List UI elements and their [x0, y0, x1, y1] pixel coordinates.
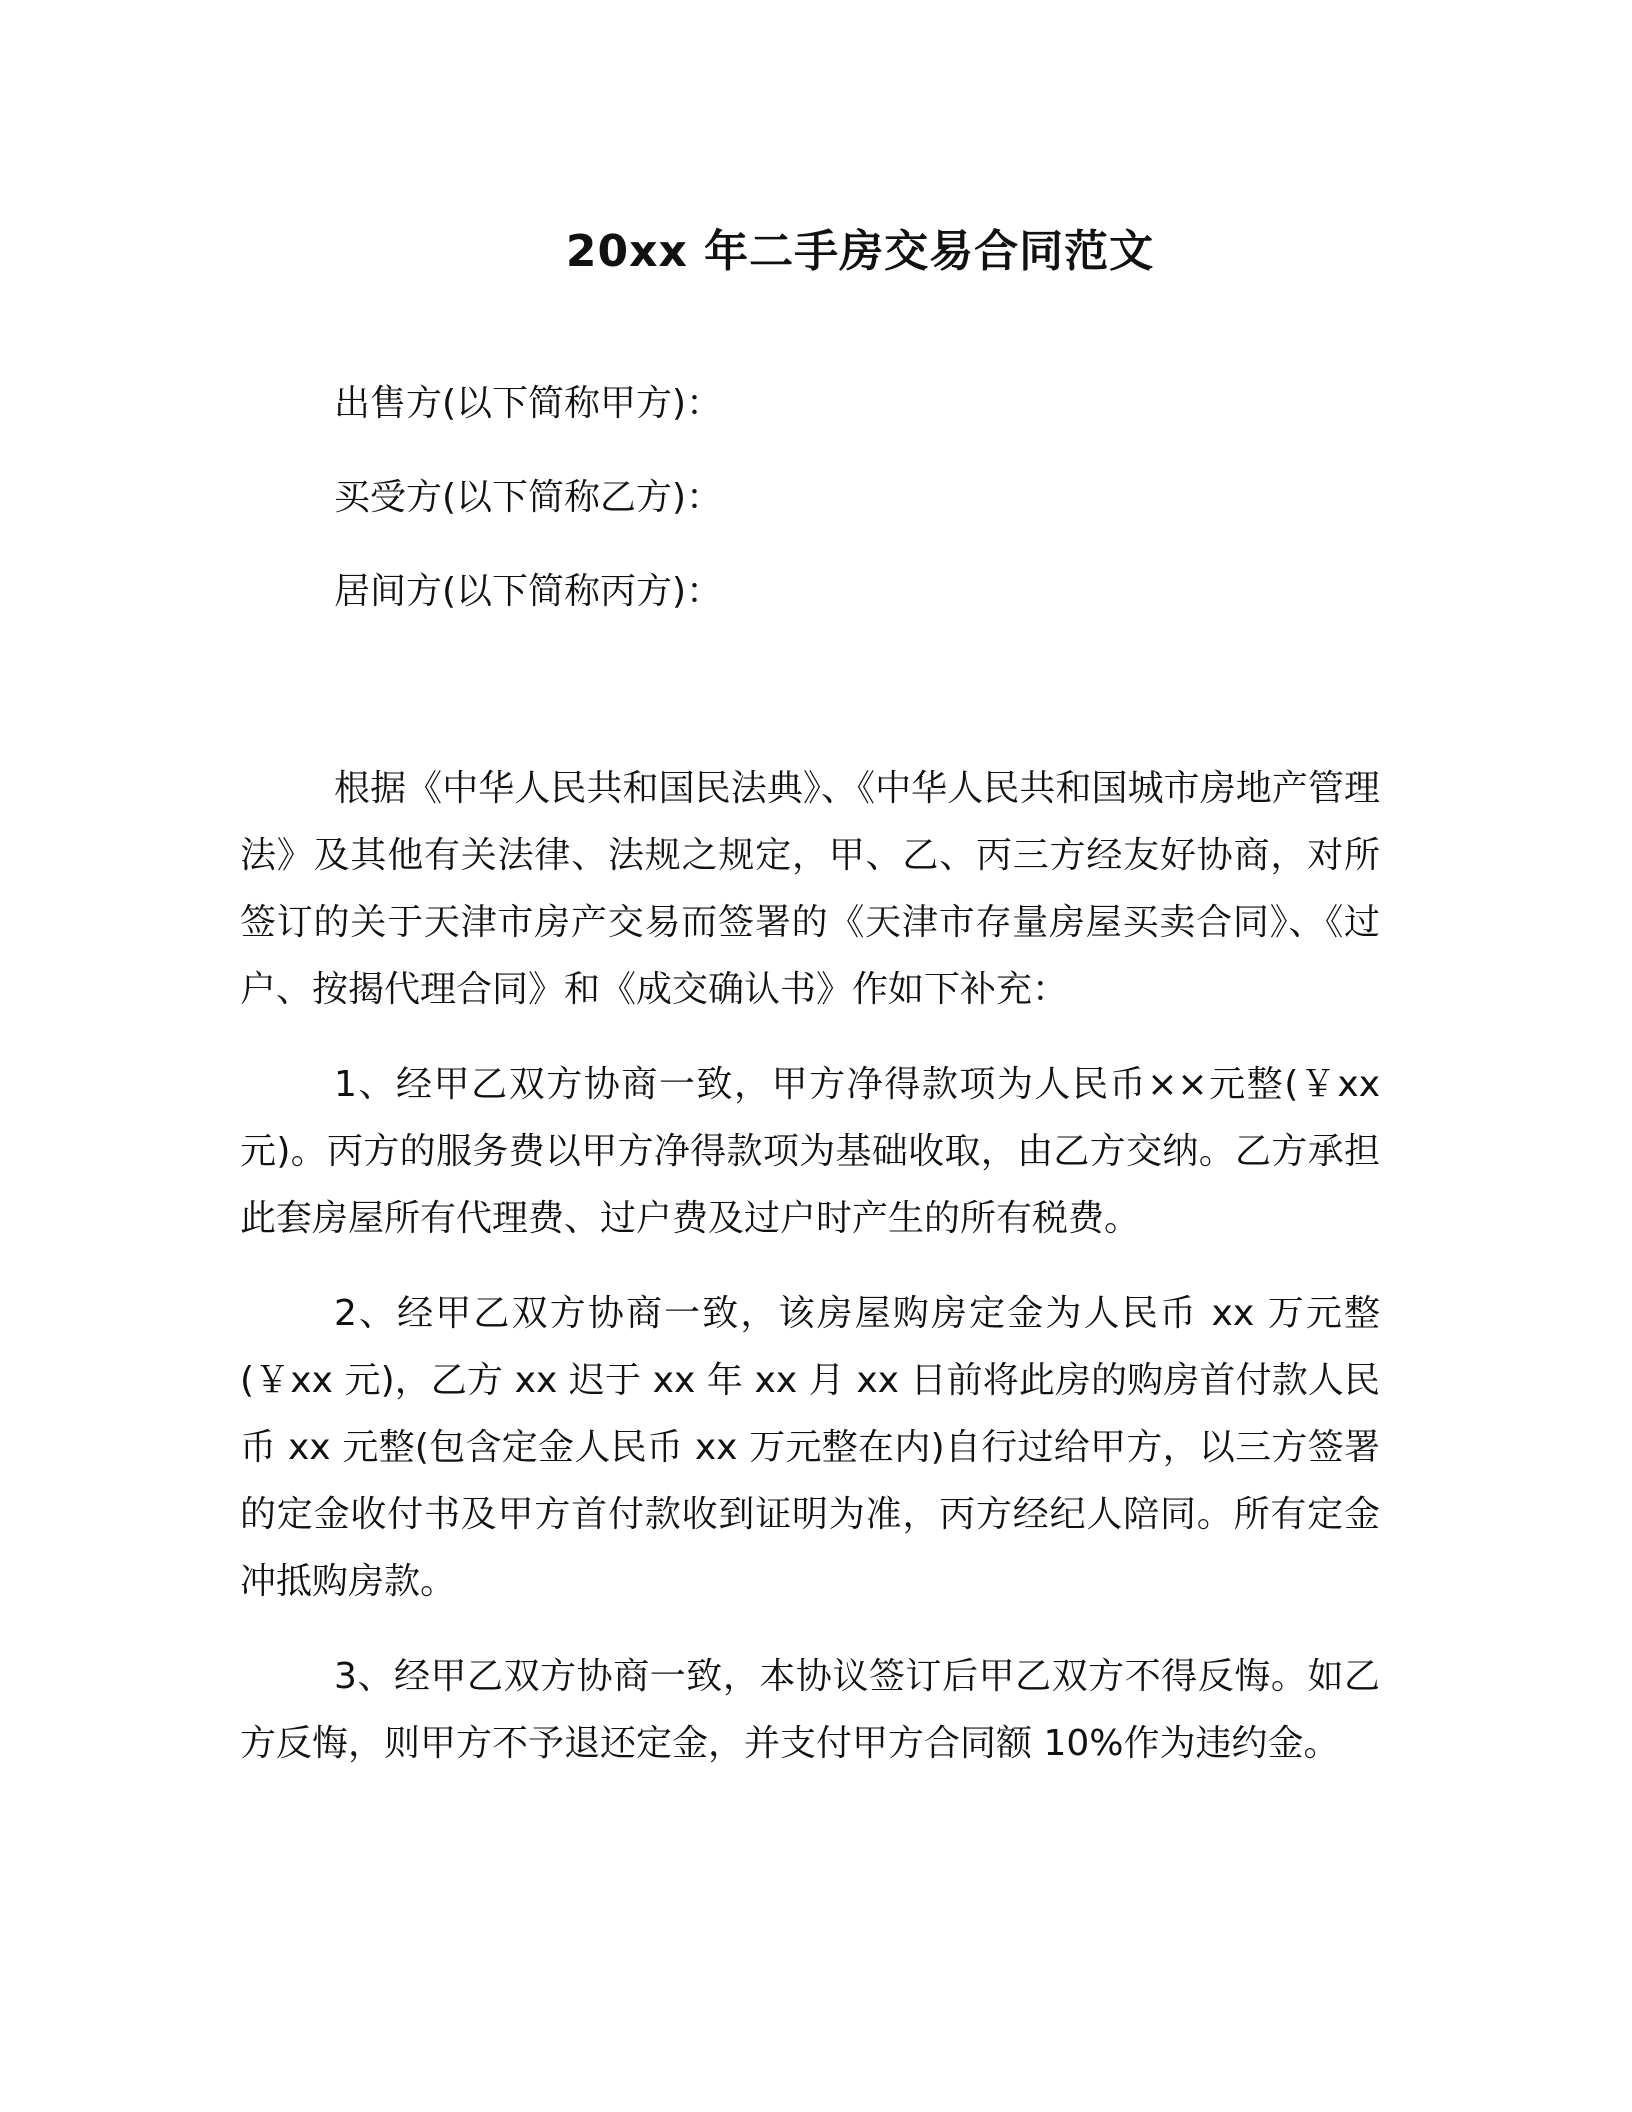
party-seller: 出售方(以下简称甲方)： — [334, 383, 723, 424]
party-list — [334, 380, 1334, 662]
clause-1-paragraph: 1、经甲乙双方协商一致，甲方净得款项为人民币××元整(￥xx 元)。丙方的服务费以甲方净得款项为基础收取，由乙方交纳。乙方承担此套房屋所有代理费、过户费及过户时产生的所有税费。 — [240, 1064, 1380, 1239]
party-buyer: 买受方(以下简称乙方)： — [334, 477, 723, 518]
preamble-paragraph: 根据《中华人民共和国民法典》、《中华人民共和国城市房地产管理法》及其他有关法律、法规之规定，甲、乙、丙三方经友好协商，对所签订的关于天津市房产交易而签署的《天津市存量房屋买卖合同》、《过户、按揭代理合同》和《成交确认书》作如下补充： — [240, 768, 1380, 1010]
document-title: 20xx 年二手房交易合同范文 — [565, 226, 1155, 277]
party-intermediary: 居间方(以下简称丙方)： — [334, 571, 723, 612]
contract-body — [240, 755, 1380, 1805]
clause-2-paragraph: 2、经甲乙双方协商一致，该房屋购房定金为人民币 xx 万元整(￥xx 元)，乙方 xx 迟于 xx 年 xx 月 xx 日前将此房的购房首付款人民币 xx 元整(包含定金人民币 xx 万元整在内)自行过给甲方，以三方签署的定金收付书及甲方首付款收到证明为准，丙方经纪人陪同。所有定金冲抵购房款。 — [240, 1293, 1380, 1602]
clause-3-paragraph: 3、经甲乙双方协商一致，本协议签订后甲乙双方不得反悔。如乙方反悔，则甲方不予退还定金，并支付甲方合同额 10%作为违约金。 — [240, 1656, 1380, 1764]
